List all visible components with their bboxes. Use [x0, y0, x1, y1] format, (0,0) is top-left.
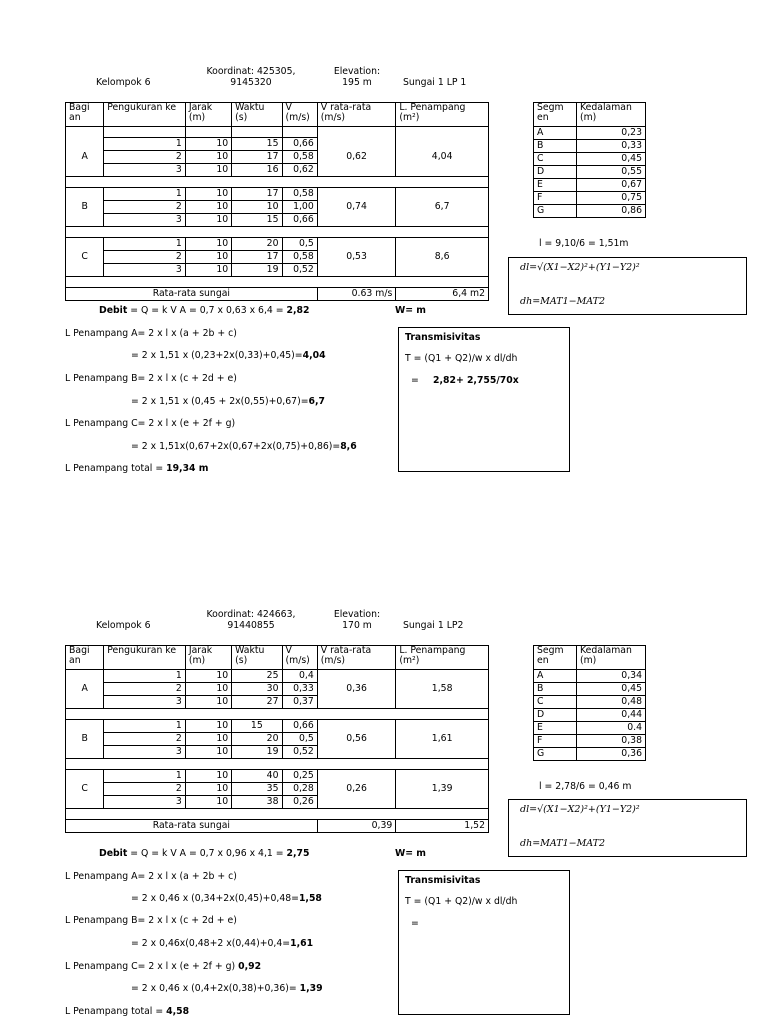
header-penampang: L. Penampang (m²) [396, 103, 489, 127]
calc-line [131, 983, 323, 994]
debit-formula: = Q = k V A = 0,7 x 0,63 x 6,4 = [127, 305, 287, 316]
jarak-cell: 10 [185, 238, 231, 251]
waktu-cell: 30 [232, 683, 282, 696]
jarak-cell: 10 [185, 683, 231, 696]
v-cell: 0,25 [282, 770, 317, 783]
v-cell: 1,00 [282, 201, 317, 214]
calc-line [65, 463, 208, 474]
waktu-cell: 25 [232, 670, 282, 683]
pengukuran-cell: 1 [104, 770, 186, 783]
pengukuran-cell: 3 [104, 796, 186, 809]
kedalaman-cell: 0,67 [577, 179, 646, 192]
debit-line [99, 305, 310, 316]
header-kedalaman: Kedalaman (m) [577, 646, 646, 670]
sungai-label: Sungai 1 LP2 [403, 620, 464, 631]
header-waktu: Waktu (s) [232, 646, 282, 670]
rata-rata-v: 0,39 [317, 820, 396, 833]
v-rata-cell: 0,74 [317, 188, 396, 227]
debit-value: 2,75 [286, 848, 310, 859]
penampang-cell: 1,39 [396, 770, 489, 809]
calc-result: 4,58 [166, 1006, 190, 1017]
calc-result: 8,6 [340, 441, 357, 452]
waktu-cell: 15 [232, 720, 282, 733]
header-pengukuran: Pengukuran ke [104, 646, 186, 670]
jarak-cell: 10 [185, 796, 231, 809]
koordinat-line1: Koordinat: 424663, [206, 609, 296, 620]
kedalaman-cell: 0,45 [577, 683, 646, 696]
segmen-cell: C [534, 696, 577, 709]
v-rata-cell: 0,53 [317, 238, 396, 277]
jarak-cell: 10 [185, 783, 231, 796]
segmen-cell: B [534, 140, 577, 153]
v-rata-cell: 0,62 [317, 138, 396, 177]
segmen-cell: E [534, 179, 577, 192]
calc-text: = 2 x 0,46x(0,48+2 x(0,44)+0,4= [131, 938, 291, 949]
rata-rata-row [66, 820, 489, 833]
transmisivitas-title: Transmisivitas [405, 875, 481, 886]
v-cell: 0,37 [282, 696, 317, 709]
v-cell: 0,5 [282, 238, 317, 251]
debit-label: Debit [99, 848, 128, 859]
kedalaman-cell: 0,86 [577, 205, 646, 218]
header-jarak: Jarak (m) [185, 103, 231, 127]
table-row [534, 166, 646, 179]
pengukuran-cell: 3 [104, 264, 186, 277]
penampang-cell: 1,58 [396, 670, 489, 709]
debit-formula: = Q = k V A = 0,7 x 0,96 x 4,1 = [127, 848, 287, 859]
group-name: B [66, 188, 104, 227]
calc-result: 6,7 [308, 396, 325, 407]
kedalaman-cell: 0,55 [577, 166, 646, 179]
pengukuran-cell: 1 [104, 238, 186, 251]
table-row [534, 153, 646, 166]
calc-text: L Penampang total = [65, 1006, 167, 1017]
segmen-cell: D [534, 709, 577, 722]
table-row [534, 683, 646, 696]
measurement-table [65, 102, 489, 301]
calc-line [131, 938, 313, 949]
kedalaman-cell: 0,33 [577, 140, 646, 153]
v-rata-cell: 0,36 [317, 670, 396, 709]
group-name: C [66, 770, 104, 809]
calc-line [65, 915, 237, 926]
waktu-cell: 19 [232, 264, 282, 277]
sungai-label: Sungai 1 LP 1 [403, 77, 467, 88]
jarak-cell: 10 [185, 720, 231, 733]
header-bagian: Bagi an [66, 103, 104, 127]
elevation-value: 170 m [342, 620, 372, 631]
jarak-cell: 10 [185, 264, 231, 277]
calc-text: = 2 x 0,46 x (0,4+2x(0,38)+0,36)= [131, 983, 300, 994]
header-waktu: Waktu (s) [232, 103, 282, 127]
transmisivitas-box [398, 870, 570, 1015]
segmen-cell: D [534, 166, 577, 179]
kedalaman-cell: 0,34 [577, 670, 646, 683]
jarak-cell: 10 [185, 138, 231, 151]
waktu-cell: 19 [232, 746, 282, 759]
calc-line [65, 1006, 189, 1017]
w-label: W= m [395, 305, 426, 316]
waktu-cell: 40 [232, 770, 282, 783]
v-cell: 0,66 [282, 138, 317, 151]
calc-text: = 2 x 1,51 x (0,45 + 2x(0,55)+0,67)= [131, 396, 309, 407]
v-cell: 0,52 [282, 264, 317, 277]
rata-rata-penampang: 6,4 m2 [396, 288, 489, 301]
table-row [534, 722, 646, 735]
jarak-cell: 10 [185, 188, 231, 201]
waktu-cell: 38 [232, 796, 282, 809]
calc-line [131, 893, 322, 904]
pengukuran-cell: 3 [104, 696, 186, 709]
waktu-cell: 20 [232, 238, 282, 251]
waktu-cell: 17 [232, 188, 282, 201]
pengukuran-cell: 3 [104, 214, 186, 227]
table-row [66, 670, 489, 683]
calc-result: 1,58 [298, 893, 322, 904]
rata-rata-label: Rata-rata sungai [66, 820, 318, 833]
calc-result: 0,92 [238, 961, 262, 972]
kedalaman-cell: 0,23 [577, 127, 646, 140]
waktu-cell: 35 [232, 783, 282, 796]
table-row [534, 696, 646, 709]
rata-rata-row [66, 288, 489, 301]
waktu-cell: 10 [232, 201, 282, 214]
pengukuran-cell: 2 [104, 783, 186, 796]
table-row [534, 748, 646, 761]
v-rata-cell: 0,56 [317, 720, 396, 759]
waktu-cell: 17 [232, 251, 282, 264]
waktu-cell: 27 [232, 696, 282, 709]
segmen-cell: E [534, 722, 577, 735]
pengukuran-cell: 2 [104, 733, 186, 746]
v-cell: 0,5 [282, 733, 317, 746]
table-row [66, 138, 489, 151]
transmisivitas-formula: T = (Q1 + Q2)/w x dl/dh [405, 353, 518, 364]
v-cell: 0,4 [282, 670, 317, 683]
calc-line [131, 396, 325, 407]
w-label: W= m [395, 848, 426, 859]
jarak-cell: 10 [185, 251, 231, 264]
table-row [534, 670, 646, 683]
kelompok-label: Kelompok 6 [96, 620, 151, 631]
measurement-table [65, 645, 489, 833]
table-row [534, 140, 646, 153]
v-cell: 0,28 [282, 783, 317, 796]
pengukuran-cell: 2 [104, 151, 186, 164]
waktu-cell: 15 [232, 138, 282, 151]
table-row [534, 127, 646, 140]
table-row [534, 179, 646, 192]
kedalaman-cell: 0,44 [577, 709, 646, 722]
header-pengukuran: Pengukuran ke [104, 103, 186, 127]
transmisivitas-value: 2,82+ 2,755/70x [433, 375, 519, 386]
calc-line [65, 961, 261, 972]
segmen-cell: G [534, 748, 577, 761]
penampang-cell: 1,61 [396, 720, 489, 759]
v-cell: 0,58 [282, 188, 317, 201]
v-cell: 0,58 [282, 251, 317, 264]
calc-result: 1,39 [299, 983, 323, 994]
calc-text: L Penampang B= 2 x l x (c + 2d + e) [65, 373, 237, 384]
jarak-cell: 10 [185, 733, 231, 746]
debit-label: Debit [99, 305, 128, 316]
v-cell: 0,33 [282, 683, 317, 696]
segmen-cell: F [534, 735, 577, 748]
waktu-cell: 20 [232, 733, 282, 746]
formula-box [508, 799, 747, 857]
elevation-value: 195 m [342, 77, 372, 88]
calc-result: 1,61 [290, 938, 314, 949]
segmen-cell: C [534, 153, 577, 166]
calc-text: = 2 x 1,51x(0,67+2x(0,67+2x(0,75)+0,86)= [131, 441, 341, 452]
kedalaman-cell: 0,36 [577, 748, 646, 761]
calc-text: L Penampang C= 2 x l x (e + 2f + g) [65, 418, 236, 429]
transmisivitas-title: Transmisivitas [405, 332, 481, 343]
jarak-cell: 10 [185, 201, 231, 214]
koordinat-line1: Koordinat: 425305, [206, 66, 296, 77]
segmen-cell: G [534, 205, 577, 218]
rata-rata-penampang: 1,52 [396, 820, 489, 833]
header-kedalaman: Kedalaman (m) [577, 103, 646, 127]
waktu-cell: 16 [232, 164, 282, 177]
pengukuran-cell: 3 [104, 746, 186, 759]
calc-line [131, 441, 357, 452]
kedalaman-cell: 0,75 [577, 192, 646, 205]
calc-text: L Penampang A= 2 x l x (a + 2b + c) [65, 328, 237, 339]
v-rata-cell: 0,26 [317, 770, 396, 809]
calc-result: 4,04 [302, 350, 326, 361]
transmisivitas-eq: = [411, 918, 419, 929]
table-row [534, 192, 646, 205]
calc-text: L Penampang total = [65, 463, 167, 474]
segmen-cell: A [534, 127, 577, 140]
formula-dh: dh=MAT1−MAT2 [520, 296, 606, 307]
header-v: V (m/s) [282, 646, 317, 670]
rata-rata-v: 0.63 m/s [317, 288, 396, 301]
calc-text: = 2 x 0,46 x (0,34+2x(0,45)+0,48= [131, 893, 299, 904]
header-bagian: Bagi an [66, 646, 104, 670]
formula-dl: dl=√(X1−X2)²+(Y1−Y2)² [520, 262, 640, 273]
calc-line [65, 328, 237, 339]
jarak-cell: 10 [185, 746, 231, 759]
jarak-cell: 10 [185, 214, 231, 227]
calc-line [131, 350, 326, 361]
koordinat-line2: 9145320 [230, 77, 272, 88]
group-name: A [66, 670, 104, 709]
v-cell: 0,58 [282, 151, 317, 164]
penampang-cell: 4,04 [396, 138, 489, 177]
group-name: A [66, 138, 104, 177]
group-name: B [66, 720, 104, 759]
penampang-cell: 8,6 [396, 238, 489, 277]
calc-line [65, 373, 237, 384]
waktu-cell: 17 [232, 151, 282, 164]
transmisivitas-box [398, 327, 570, 472]
transmisivitas-formula: T = (Q1 + Q2)/w x dl/dh [405, 896, 518, 907]
calc-result: 19,34 m [166, 463, 209, 474]
segmen-cell: A [534, 670, 577, 683]
header-v: V (m/s) [282, 103, 317, 127]
jarak-cell: 10 [185, 670, 231, 683]
pengukuran-cell: 2 [104, 201, 186, 214]
debit-line [99, 848, 310, 859]
kedalaman-cell: 0,48 [577, 696, 646, 709]
koordinat-line2: 91440855 [227, 620, 275, 631]
jarak-cell: 10 [185, 164, 231, 177]
segmen-cell: F [534, 192, 577, 205]
header-v-rata: V rata-rata (m/s) [317, 646, 396, 670]
elevation-label: Elevation: [333, 609, 381, 620]
pengukuran-cell: 1 [104, 670, 186, 683]
calc-text: L Penampang C= 2 x l x (e + 2f + g) [65, 961, 239, 972]
table-row [66, 770, 489, 783]
l-value: l = 9,10/6 = 1,51m [539, 238, 629, 249]
jarak-cell: 10 [185, 151, 231, 164]
formula-dh: dh=MAT1−MAT2 [520, 838, 606, 849]
penampang-cell: 6,7 [396, 188, 489, 227]
l-value: l = 2,78/6 = 0,46 m [539, 781, 632, 792]
header-v-rata: V rata-rata (m/s) [317, 103, 396, 127]
kedalaman-cell: 0,45 [577, 153, 646, 166]
pengukuran-cell: 2 [104, 251, 186, 264]
pengukuran-cell: 2 [104, 683, 186, 696]
calc-line [65, 418, 235, 429]
formula-box [508, 257, 747, 315]
segmen-table [533, 102, 646, 218]
pengukuran-cell: 1 [104, 720, 186, 733]
v-cell: 0,66 [282, 214, 317, 227]
waktu-cell: 15 [232, 214, 282, 227]
calc-text: L Penampang A= 2 x l x (a + 2b + c) [65, 871, 237, 882]
kelompok-label: Kelompok 6 [96, 77, 151, 88]
transmisivitas-eq: = [411, 375, 419, 386]
kedalaman-cell: 0.4 [577, 722, 646, 735]
pengukuran-cell: 1 [104, 138, 186, 151]
v-cell: 0,52 [282, 746, 317, 759]
formula-dl: dl=√(X1−X2)²+(Y1−Y2)² [520, 804, 640, 815]
calc-text: L Penampang B= 2 x l x (c + 2d + e) [65, 915, 237, 926]
header-segmen: Segm en [534, 646, 577, 670]
table-row [66, 720, 489, 733]
group-name: C [66, 238, 104, 277]
calc-text: = 2 x 1,51 x (0,23+2x(0,33)+0,45)= [131, 350, 303, 361]
segmen-table [533, 645, 646, 761]
table-row [66, 238, 489, 251]
debit-value: 2,82 [286, 305, 310, 316]
v-cell: 0,66 [282, 720, 317, 733]
table-row [534, 709, 646, 722]
jarak-cell: 10 [185, 696, 231, 709]
jarak-cell: 10 [185, 770, 231, 783]
v-cell: 0,62 [282, 164, 317, 177]
segmen-cell: B [534, 683, 577, 696]
calc-line [65, 871, 237, 882]
rata-rata-label: Rata-rata sungai [66, 288, 318, 301]
header-segmen: Segm en [534, 103, 577, 127]
kedalaman-cell: 0,38 [577, 735, 646, 748]
header-penampang: L. Penampang (m²) [396, 646, 489, 670]
header-jarak: Jarak (m) [185, 646, 231, 670]
pengukuran-cell: 1 [104, 188, 186, 201]
table-row [534, 735, 646, 748]
table-row [534, 205, 646, 218]
v-cell: 0,26 [282, 796, 317, 809]
pengukuran-cell: 3 [104, 164, 186, 177]
table-row [66, 188, 489, 201]
elevation-label: Elevation: [333, 66, 381, 77]
